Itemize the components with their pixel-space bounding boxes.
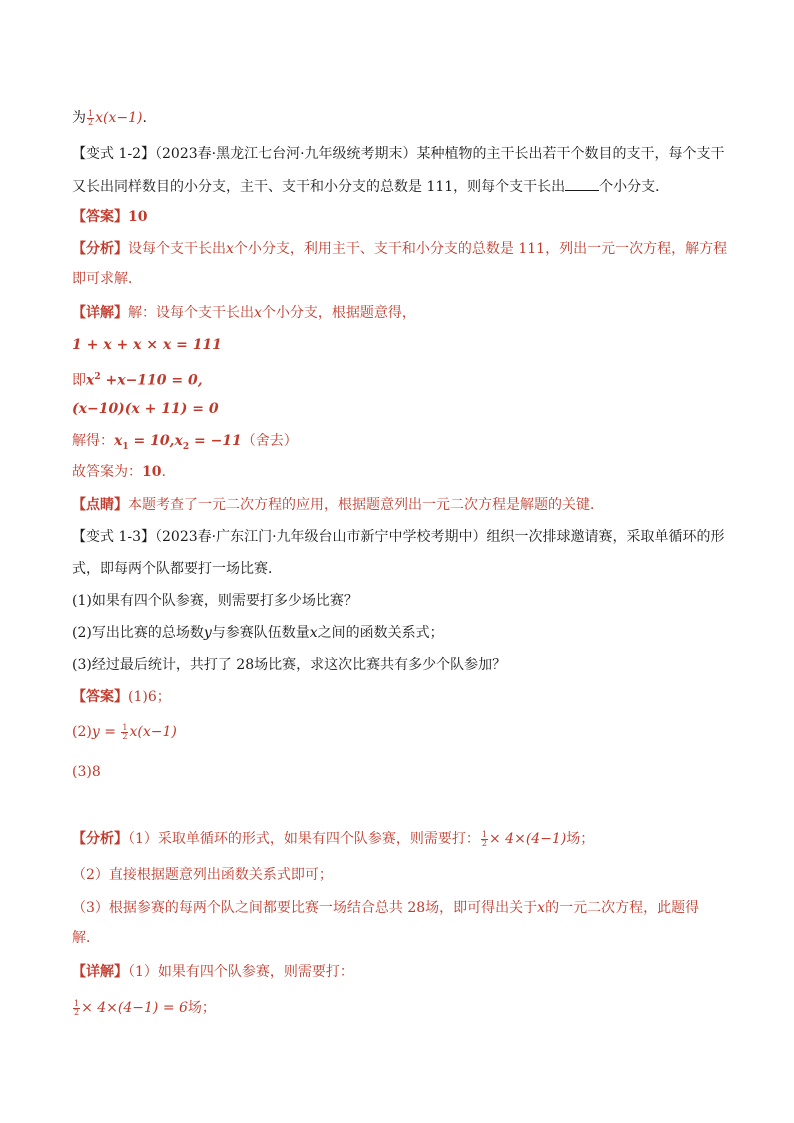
question-text: 与参赛队伍数量: [211, 625, 310, 641]
denominator: 2: [74, 1007, 80, 1017]
math-expression: × 4×(4−1) = 6: [81, 1000, 188, 1016]
solution-line: [72, 431, 298, 457]
math-variable: x: [537, 900, 546, 916]
analysis-text: 即可求解．: [72, 271, 142, 287]
math-expression: = 10,: [128, 433, 175, 449]
detail-tag: 【详解】: [72, 964, 128, 980]
denominator: 2: [481, 838, 487, 848]
detail-1-line-1: [72, 303, 416, 323]
denominator: 2: [122, 731, 128, 741]
line-continuation: [72, 108, 147, 128]
math-expression: x(x−1): [129, 724, 177, 740]
analysis-text: （3）根据参赛的每两个队之间都要比赛一场结合总共 28场，即可得出关于: [72, 900, 538, 916]
math-expression: x(x−1): [95, 110, 143, 126]
variant-1-2-line-1: [72, 144, 725, 164]
math-expression: = −11: [189, 433, 242, 449]
math-variable: x: [309, 625, 318, 641]
answer-part-1: (1)6；: [128, 689, 171, 705]
text: 解得：: [72, 433, 114, 449]
text: .: [142, 110, 147, 126]
detail-2-line-2: [72, 998, 216, 1018]
numerator: 1: [481, 829, 487, 839]
question-1: (1)如果有四个队参赛，则需要打多少场比赛？: [72, 593, 358, 609]
question-text: （2023春·广东江门·九年级台山市新宁中学校考期中）组织一次排球邀请赛，采取单循环的形: [155, 529, 725, 545]
answer-blank: [565, 176, 599, 191]
analysis-1-line-1: [72, 239, 727, 259]
question-text: 之间的函数关系式；: [317, 625, 444, 641]
analysis-text: 的一元二次方程，此题得: [545, 900, 700, 916]
math-variable: x: [254, 305, 262, 321]
detail-tag: 【详解】: [72, 305, 128, 321]
final-answer-1: [72, 462, 166, 482]
answer-1-line: [72, 207, 147, 227]
fraction: [87, 110, 94, 127]
variant-1-3-line-1: [72, 527, 725, 547]
numerator: 1: [74, 998, 80, 1008]
analysis-text: 场；: [566, 831, 595, 847]
answer-2-line: [72, 687, 171, 707]
variant-tag: 【变式 1-3】: [72, 529, 155, 545]
detail-2-line-1: [72, 962, 354, 982]
answer-tag: 【答案】: [72, 689, 128, 705]
numerator: 1: [88, 108, 94, 118]
equation-3: (x−10)(x + 11) = 0: [72, 401, 219, 417]
math-variable: x: [226, 241, 234, 257]
analysis-tag: 【分析】: [72, 831, 128, 847]
denominator: 2: [88, 117, 94, 127]
analysis-2-line-2: （2）直接根据题意列出函数关系式即可；: [72, 867, 333, 883]
text: 即: [72, 372, 86, 389]
math-expression: × 4×(4−1): [489, 831, 567, 847]
detail-text: 解：设每个支干长出: [128, 305, 254, 321]
tip-line: [72, 495, 604, 515]
analysis-2-line-4: 解．: [72, 930, 100, 946]
analysis-text: （1）采取单循环的形式，如果有四个队参赛，则需要打：: [128, 831, 480, 847]
detail-text: 个小分支，根据题意得，: [261, 305, 416, 321]
answer-part-2: [72, 722, 177, 742]
math-variable: x: [174, 433, 183, 449]
tip-text: 本题考查了一元二次方程的应用，根据题意列出一元二次方程是解题的关键．: [128, 497, 604, 513]
math-expression: +x−110 = 0,: [100, 372, 203, 389]
subscript: 2: [182, 441, 190, 452]
equation-1: 1 + x + x × x = 111: [72, 337, 222, 353]
text: (2): [72, 724, 92, 740]
math-expression: y =: [91, 724, 121, 740]
text: .: [161, 464, 166, 480]
question-text: (2)写出比赛的总场数: [72, 625, 204, 641]
numerator: 1: [122, 722, 128, 732]
question-text: （2023春·黑龙江七台河·九年级统考期末）某种植物的主干长出若干个数目的支干，每个支干: [155, 146, 725, 162]
detail-text: （1）如果有四个队参赛，则需要打：: [128, 964, 354, 980]
analysis-tag: 【分析】: [72, 241, 128, 257]
text: 为: [72, 110, 86, 126]
question-3: (3)经过最后统计，共打了 28场比赛，求这次比赛共有多少个队参加？: [72, 657, 507, 673]
analysis-text: 个小分支，利用主干、支干和小分支的总数是 111，列出一元一次方程，解方程: [233, 241, 728, 257]
variant-1-2-line-2: [72, 176, 669, 197]
fraction: [121, 724, 128, 741]
math-variable: y: [203, 625, 212, 641]
analysis-text: 设每个支干长出: [128, 241, 226, 257]
variant-1-3-line-2: 式，即每两个队都要打一场比赛．: [72, 561, 282, 577]
answer-value: 10: [128, 209, 148, 225]
answer-tag: 【答案】: [72, 209, 128, 225]
analysis-2-line-3: [72, 898, 699, 918]
fraction: [73, 1000, 80, 1017]
text: 故答案为：: [72, 464, 142, 480]
answer-value: 10: [142, 464, 162, 480]
fraction: [481, 831, 488, 848]
tip-tag: 【点睛】: [72, 497, 128, 513]
question-2: [72, 623, 444, 643]
math-variable: x: [86, 372, 95, 389]
answer-part-3: (3)8: [72, 764, 101, 780]
subscript: 1: [122, 441, 129, 452]
analysis-1-line-2: [72, 269, 142, 289]
question-text: 个小分支．: [599, 179, 670, 195]
exponent: 2: [94, 372, 101, 382]
math-variable: x: [114, 433, 123, 449]
text: （舍去）: [241, 433, 298, 449]
variant-tag: 【变式 1-2】: [72, 146, 155, 162]
analysis-2-line-1: [72, 829, 594, 849]
equation-2: [72, 367, 203, 391]
text: 场；: [187, 1000, 216, 1016]
question-text: 又长出同样数目的小分支，主干、支干和小分支的总数是 111，则每个支干长出: [72, 179, 566, 195]
